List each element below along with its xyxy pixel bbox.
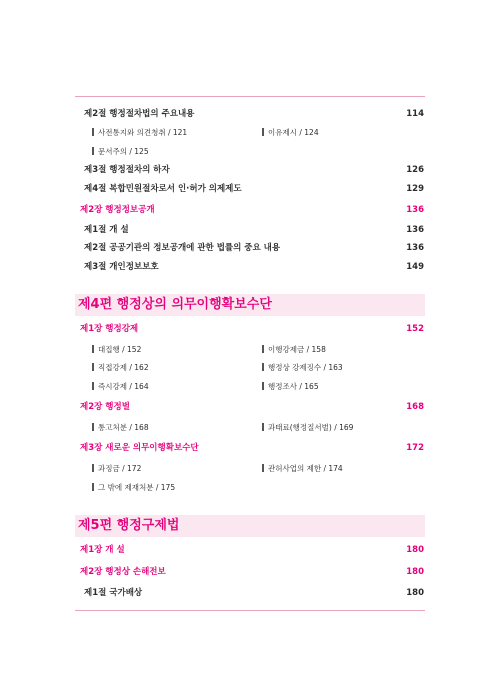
bullet-bar-icon <box>262 382 264 390</box>
toc-row-chapter[interactable] <box>80 321 424 337</box>
top-rule <box>75 96 425 97</box>
toc-subitem[interactable]: 그 밖에 제재처분 / 175 <box>92 481 175 495</box>
bottom-rule <box>75 610 425 611</box>
toc-subitem[interactable]: 과징금 / 172 <box>92 462 141 476</box>
toc-title: 제3절 행정절차의 하자 <box>84 165 170 175</box>
toc-title: 제2절 행정절차법의 주요내용 <box>84 109 195 119</box>
toc-page: 172 <box>406 443 424 453</box>
toc-subitem[interactable]: 문서주의 / 125 <box>92 145 149 159</box>
toc-subitem[interactable]: 이행강제금 / 158 <box>262 343 326 357</box>
toc-subitem[interactable]: 행정상 강제징수 / 163 <box>262 361 343 375</box>
toc-title: 제1절 개 설 <box>84 225 129 235</box>
toc-subitem[interactable]: 대집행 / 152 <box>92 343 141 357</box>
toc-row-section[interactable] <box>84 162 424 178</box>
toc-row-section[interactable] <box>84 240 424 256</box>
part-title: 제4편 행정상의 의무이행확보수단 <box>78 297 272 312</box>
toc-title: 제2장 행정상 손해전보 <box>80 567 166 577</box>
toc-subitem[interactable]: 행정조사 / 165 <box>262 380 319 394</box>
toc-row-section[interactable] <box>84 259 424 275</box>
toc-page: 168 <box>406 402 424 412</box>
toc-page: 180 <box>406 588 424 598</box>
toc-row-section[interactable] <box>84 181 424 197</box>
bullet-bar-icon <box>92 483 94 491</box>
toc-page: 136 <box>406 243 424 253</box>
bullet-bar-icon <box>92 147 94 155</box>
part-header[interactable] <box>75 515 425 537</box>
toc-title: 제1장 행정강제 <box>80 324 139 334</box>
toc-row-chapter[interactable] <box>80 202 424 218</box>
toc-subitem[interactable]: 이유제시 / 124 <box>262 126 319 140</box>
toc-subitem[interactable]: 사전통지와 의견청취 / 121 <box>92 126 187 140</box>
toc-title: 제4절 복합민원절차로서 인·허가 의제제도 <box>84 184 242 194</box>
bullet-bar-icon <box>262 128 264 136</box>
bullet-bar-icon <box>92 363 94 371</box>
toc-row-chapter[interactable] <box>80 564 424 580</box>
toc-row-chapter[interactable] <box>80 399 424 415</box>
toc-page: 152 <box>406 324 424 334</box>
toc-title: 제2절 공공기관의 정보공개에 관한 법률의 중요 내용 <box>84 243 281 253</box>
toc-subitem[interactable]: 과태료(행정질서벌) / 169 <box>262 421 353 435</box>
toc-row-section[interactable] <box>84 222 424 238</box>
toc-subitem[interactable]: 즉시강제 / 164 <box>92 380 149 394</box>
toc-page: 136 <box>406 205 424 215</box>
toc-title: 제1장 개 설 <box>80 545 125 555</box>
toc-title: 제2장 행정정보공개 <box>80 205 155 215</box>
bullet-bar-icon <box>262 464 264 472</box>
part-header[interactable] <box>75 294 425 316</box>
toc-row-section[interactable] <box>84 585 424 601</box>
toc-subitem[interactable]: 통고처분 / 168 <box>92 421 149 435</box>
toc-page: 149 <box>406 262 424 272</box>
toc-page: 136 <box>406 225 424 235</box>
bullet-bar-icon <box>92 128 94 136</box>
toc-row-section[interactable] <box>84 106 424 122</box>
toc-page: 114 <box>406 109 424 119</box>
toc-row-chapter[interactable] <box>80 440 424 456</box>
part-title: 제5편 행정구제법 <box>78 518 180 533</box>
bullet-bar-icon <box>92 423 94 431</box>
toc-title: 제1절 국가배상 <box>84 588 143 598</box>
toc-title: 제3장 새로운 의무이행확보수단 <box>80 443 199 453</box>
bullet-bar-icon <box>262 423 264 431</box>
toc-title: 제3절 개인정보보호 <box>84 262 159 272</box>
bullet-bar-icon <box>92 382 94 390</box>
toc-title: 제2장 행정벌 <box>80 402 130 412</box>
bullet-bar-icon <box>92 464 94 472</box>
bullet-bar-icon <box>92 345 94 353</box>
toc-page: 129 <box>406 184 424 194</box>
toc-subitem[interactable]: 관허사업의 제한 / 174 <box>262 462 343 476</box>
toc-page: 126 <box>406 165 424 175</box>
toc-subitem[interactable]: 직접강제 / 162 <box>92 361 149 375</box>
bullet-bar-icon <box>262 345 264 353</box>
toc-row-chapter[interactable] <box>80 542 424 558</box>
toc-page: 180 <box>406 545 424 555</box>
bullet-bar-icon <box>262 363 264 371</box>
toc-page: 180 <box>406 567 424 577</box>
